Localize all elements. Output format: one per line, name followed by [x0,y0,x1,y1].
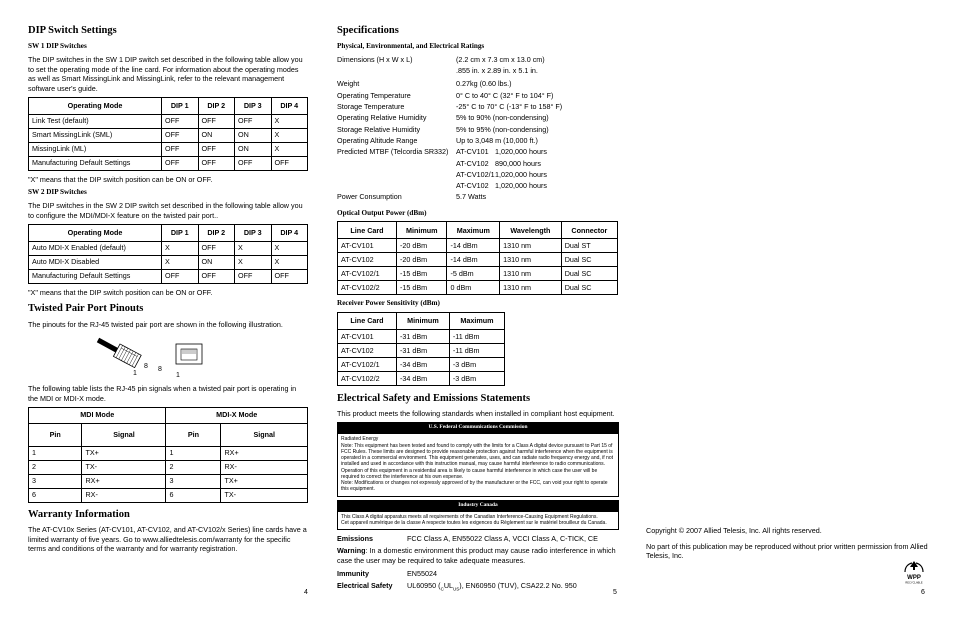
spec-value: (2.2 cm x 7.3 cm x 13.0 cm) [456,54,545,64]
table-cell: Auto MDI-X Enabled (default) [29,241,162,255]
table-header-cell: Maximum [447,222,500,239]
table-row [338,372,505,386]
table-cell: -20 dBm [397,239,447,253]
table-header-cell: Pin [29,423,82,446]
page-number-4: 4 [304,589,308,596]
rj45-illustration [28,332,308,380]
table-cell: 2 [29,460,82,474]
spec-row [337,66,619,77]
table-header-cell: Maximum [449,313,504,330]
spec-row [337,113,619,124]
table-cell: OFF [271,156,308,170]
table-cell: X [271,128,308,142]
table-cell: 1 [29,446,82,460]
canada-notice-text: This Class A digital apparatus meets all requirements of the Canadian Interference-Causing Equipment Regulations. Cet appareil numérique de la classe A respecte toutes les exigences du Règlement sur le matériel brouilleur du Canada. [337,511,619,531]
table-header-cell: Minimum [397,222,447,239]
mtbf-entry [456,170,619,181]
fcc-notice-heading: U.S. Federal Communications Commission [337,422,619,433]
canada-notice-heading: Industry Canada [337,500,619,511]
table-cell: 1310 nm [500,281,562,295]
mtbf-model: AT-CV102/1 [456,169,495,179]
page-5 [337,24,619,595]
canada-notice [337,500,619,531]
fcc-notice [337,422,619,497]
table-cell: Manufacturing Default Settings [29,269,162,283]
table-cell: 2 [166,460,221,474]
table-cell: ON [198,255,235,269]
table-header-cell: Operating Mode [29,97,162,114]
table-cell: TX+ [82,446,166,460]
table-cell: TX- [82,460,166,474]
safety-heading: Electrical Safety and Emissions Statements [337,393,531,405]
table-header-cell: Line Card [338,222,397,239]
table-cell: -3 dBm [449,358,504,372]
spec-row [337,125,619,136]
table-row [338,358,505,372]
dip-switch-heading: DIP Switch Settings [28,25,117,36]
table-cell: OFF [235,156,272,170]
sw1-intro: The DIP switches in the SW 1 DIP switch set described in the following table allow you to set the operating mode of the line card. For information about the operating modes as well as Smart MissingLink and MissingLink, refer to the relevant management software user's guide. [28,54,303,94]
table-cell: 1 [166,446,221,460]
table-header-cell: Operating Mode [29,224,162,241]
immunity-label: Immunity [337,568,369,578]
mtbf-row [337,147,619,192]
page-number-6: 6 [921,589,925,596]
table-cell: Link Test (default) [29,114,162,128]
table-cell: Dual SC [561,281,617,295]
optical-output-table [337,221,618,295]
mtbf-model: AT-CV102 [456,181,489,191]
spec-label: Operating Temperature [337,90,411,100]
table-cell: X [162,241,199,255]
table-cell: AT-CV102/1 [338,358,397,372]
table-row [29,142,308,156]
mtbf-hours: 890,000 hours [495,158,541,168]
pinouts-heading: Twisted Pair Port Pinouts [28,303,144,315]
spec-label: Storage Relative Humidity [337,124,421,134]
table-header-cell: DIP 3 [235,224,272,241]
warning-text: : In a domestic environment this product may cause radio interference in which case the user may be required to take adequate measures. [337,546,616,565]
fcc-notice-text: Radiated Energy Note: This equipment has been tested and found to comply with the limits for a Class A digital device pursuant to Part 15 of FCC Rules. These limits are designed to provide reasonable protection against harmful interference when the equipment is operated in a commercial environment. This equipment generates, uses, and can radiate radio frequency energy and, if not installed and used in accordance with this instruction manual, may cause harmful interference to radio communications. Operation of this equipment in a residential area is likely to cause harmful interference in which case the user will be required to correct the interference at his own expense. Note: Modifications or changes not expressly approved of by the manufacturer or the FCC, can void your right to operate this equipment. [337,433,619,496]
table-cell: -20 dBm [397,253,447,267]
table-cell: -11 dBm [449,330,504,344]
esafety-pre: UL60950 ( [407,581,441,591]
table-row [29,156,308,170]
table-cell: OFF [198,241,235,255]
table-header-cell: DIP 1 [162,224,199,241]
mtbf-hours: 1,020,000 hours [495,169,547,179]
table-row [338,330,505,344]
table-cell: 6 [29,488,82,502]
table-cell: OFF [235,269,272,283]
table-cell: AT-CV102 [338,344,397,358]
spec-row [337,91,619,102]
spec-value: 5% to 90% (non-condensing) [456,113,549,123]
esafety-c: C [440,586,444,592]
table-cell: OFF [271,269,308,283]
plug-pin-1-label: 1 [133,370,137,378]
table-cell: OFF [162,142,199,156]
table-row [29,114,308,128]
table-cell: OFF [198,156,235,170]
table-cell: AT-CV102/2 [338,372,397,386]
jack-pin-8-label: 8 [158,366,162,374]
table-row [338,267,618,281]
table-header-cell: Signal [221,423,308,446]
safety-intro: This product meets the following standards when installed in compliant host equipment. [337,409,615,419]
warning-label: Warning [337,546,366,556]
spec-value: 0° C to 40° C (32° F to 104° F) [456,90,554,100]
table-row [29,446,308,460]
rj45-connector-icon [28,332,308,380]
esafety-ul: UL [443,581,454,591]
esafety-us: US [453,586,460,592]
page-6 [646,526,936,564]
sw1-table [28,97,308,171]
table-cell: ON [235,142,272,156]
electrical-safety-value [407,581,577,593]
table-header-row [338,313,505,330]
table-group-header-cell: MDI Mode [29,407,166,423]
mtbf-entry [456,159,619,170]
table-row [29,269,308,283]
table-cell: X [271,114,308,128]
power-row [337,192,619,203]
table-cell: AT-CV101 [338,239,397,253]
sw1-note: "X" means that the DIP switch position can be ON or OFF. [28,174,213,184]
table-cell: 3 [166,474,221,488]
spec-list [337,55,619,147]
table-row [29,474,308,488]
spec-label: Operating Relative Humidity [337,113,427,123]
table-cell: OFF [198,142,235,156]
table-cell: MissingLink (ML) [29,142,162,156]
spec-label: Operating Altitude Range [337,135,418,145]
table-cell: ON [198,128,235,142]
mtbf-model: AT-CV102 [456,158,489,168]
table-cell: -34 dBm [397,358,450,372]
pinouts-intro: The pinouts for the RJ-45 twisted pair port are shown in the following illustration. [28,319,283,329]
table-header-row [338,222,618,239]
immunity-row [337,569,619,579]
table-row [29,241,308,255]
table-header-row [29,224,308,241]
spec-label: Storage Temperature [337,102,405,112]
table-cell: ON [235,128,272,142]
table-cell: Dual SC [561,253,617,267]
receiver-sensitivity-table [337,312,505,386]
reproduction-notice: No part of this publication may be reproduced without prior written permission from Allied Telesis, Inc. [646,541,928,561]
table-cell: 6 [166,488,221,502]
table-cell: OFF [162,128,199,142]
spec-label [337,66,456,77]
table-cell: -14 dBm [447,239,500,253]
table-cell: -15 dBm [397,281,447,295]
mtbf-model: AT-CV101 [456,147,489,157]
table-header-cell: Signal [82,423,166,446]
emissions-row [337,534,619,544]
mtbf-hours: 1,020,000 hours [495,181,547,191]
electrical-safety-label: Electrical Safety [337,581,393,591]
table-cell: OFF [162,269,199,283]
logo-text: WPP [907,575,921,581]
mtbf-hours: 1,020,000 hours [495,147,547,157]
table-header-row [29,423,308,446]
table-cell: 3 [29,474,82,488]
table-cell: -3 dBm [449,372,504,386]
recycle-logo-icon [902,560,926,584]
sw2-table [28,224,308,284]
table-header-row [29,97,308,114]
spec-value: -25° C to 70° C (-13° F to 158° F) [456,102,563,112]
page-4 [28,24,308,557]
table-cell: RX- [221,460,308,474]
table-row [338,253,618,267]
table-header-cell: DIP 2 [198,97,235,114]
table-cell: RX- [82,488,166,502]
specifications-heading: Specifications [337,25,399,36]
spec-row [337,55,619,66]
copyright-text: Copyright © 2007 Allied Telesis, Inc. All rights reserved. [646,526,822,535]
table-cell: X [271,255,308,269]
physical-ratings-heading: Physical, Environmental, and Electrical Ratings [337,42,485,51]
warranty-heading: Warranty Information [28,508,130,520]
power-label: Power Consumption [337,192,402,202]
logo-subtext: RECYCLABLE [905,581,923,584]
receiver-sensitivity-heading: Receiver Power Sensitivity (dBm) [337,299,440,308]
table-header-cell: DIP 3 [235,97,272,114]
warning-paragraph [337,546,619,565]
plug-pin-8-label: 8 [144,363,148,371]
table-cell: -31 dBm [397,344,450,358]
table-cell: OFF [198,269,235,283]
table-header-cell: Minimum [397,313,450,330]
pinouts-text: The following table lists the RJ-45 pin signals when a twisted pair port is operating in the MDI or MDI-X mode. [28,384,297,403]
table-cell: Auto MDI-X Disabled [29,255,162,269]
sw2-heading: SW 2 DIP Switches [28,188,87,197]
table-cell: X [271,142,308,156]
table-cell: 0 dBm [447,281,500,295]
table-header-cell: Line Card [338,313,397,330]
table-header-cell: DIP 1 [162,97,199,114]
spec-value: .855 in. x 2.89 in. x 5.1 in. [456,66,538,76]
table-group-header-cell: MDI-X Mode [166,407,308,423]
emissions-label: Emissions [337,534,373,544]
spec-row [337,79,619,90]
table-cell: X [162,255,199,269]
table-row [29,128,308,142]
spec-row [337,102,619,113]
mtbf-entry [456,181,619,192]
table-header-cell: Wavelength [500,222,562,239]
table-cell: Dual SC [561,267,617,281]
table-cell: OFF [235,114,272,128]
table-cell: 1310 nm [500,267,562,281]
table-cell: -11 dBm [449,344,504,358]
table-cell: TX+ [221,474,308,488]
table-cell: 1310 nm [500,239,562,253]
optical-output-heading: Optical Output Power (dBm) [337,208,427,217]
table-cell: RX+ [221,446,308,460]
table-row [29,488,308,502]
esafety-post: ), EN60950 (TUV), CSA22.2 No. 950 [459,581,577,591]
table-cell: -34 dBm [397,372,450,386]
spec-row [337,136,619,147]
table-cell: OFF [162,114,199,128]
power-value: 5.7 Watts [456,192,487,202]
table-cell: AT-CV102 [338,253,397,267]
table-cell: AT-CV102/1 [338,267,397,281]
table-header-cell: DIP 4 [271,97,308,114]
immunity-value: EN55024 [407,568,437,578]
table-cell: X [235,241,272,255]
table-row [338,239,618,253]
table-cell: -15 dBm [397,267,447,281]
spec-label: Dimensions (H x W x L) [337,54,413,64]
table-cell: -5 dBm [447,267,500,281]
sw2-intro: The DIP switches in the SW 2 DIP switch set described in the following table allow you to configure the MDI/MDI-X feature on the twisted pair port.. [28,201,303,220]
table-cell: OFF [162,156,199,170]
table-cell: RX+ [82,474,166,488]
table-cell: AT-CV102/2 [338,281,397,295]
table-header-cell: DIP 2 [198,224,235,241]
mtbf-label: Predicted MTBF (Telcordia SR332) [337,147,449,157]
table-cell: 1310 nm [500,253,562,267]
table-cell: -14 dBm [447,253,500,267]
sw2-note: "X" means that the DIP switch position can be ON or OFF. [28,287,213,297]
table-cell: Dual ST [561,239,617,253]
spec-value: 5% to 95% (non-condensing) [456,124,549,134]
table-header-cell: Pin [166,423,221,446]
table-row [29,460,308,474]
table-cell: TX- [221,488,308,502]
table-header-cell: DIP 4 [271,224,308,241]
table-row [338,281,618,295]
table-cell: Manufacturing Default Settings [29,156,162,170]
table-cell: X [235,255,272,269]
page-number-5: 5 [613,589,617,596]
spec-value: Up to 3,048 m (10,000 ft.) [456,135,538,145]
table-header-cell: Connector [561,222,617,239]
jack-pin-1-label: 1 [176,372,180,380]
table-cell: OFF [198,114,235,128]
mtbf-list [456,147,619,192]
emissions-value: FCC Class A, EN55022 Class A, VCCI Class A, C-TICK, CE [407,534,598,544]
sw1-heading: SW 1 DIP Switches [28,42,87,51]
table-cell: X [271,241,308,255]
table-cell: AT-CV101 [338,330,397,344]
spec-value: 0.27kg (0.60 lbs.) [456,79,512,89]
electrical-safety-row [337,581,619,593]
table-row [29,255,308,269]
warranty-text: The AT-CV10x Series (AT-CV101, AT-CV102, and AT-CV102/x Series) line cards have a limited warranty of five years. Go to www.alliedtelesis.com/warranty for the specific terms and conditions of the warranty and for warranty registration. [28,524,307,554]
table-group-header-row [29,407,308,423]
table-cell: Smart MissingLink (SML) [29,128,162,142]
mtbf-entry [456,147,619,158]
table-row [338,344,505,358]
table-cell: -31 dBm [397,330,450,344]
mdi-table [28,407,308,503]
spec-label: Weight [337,79,360,89]
